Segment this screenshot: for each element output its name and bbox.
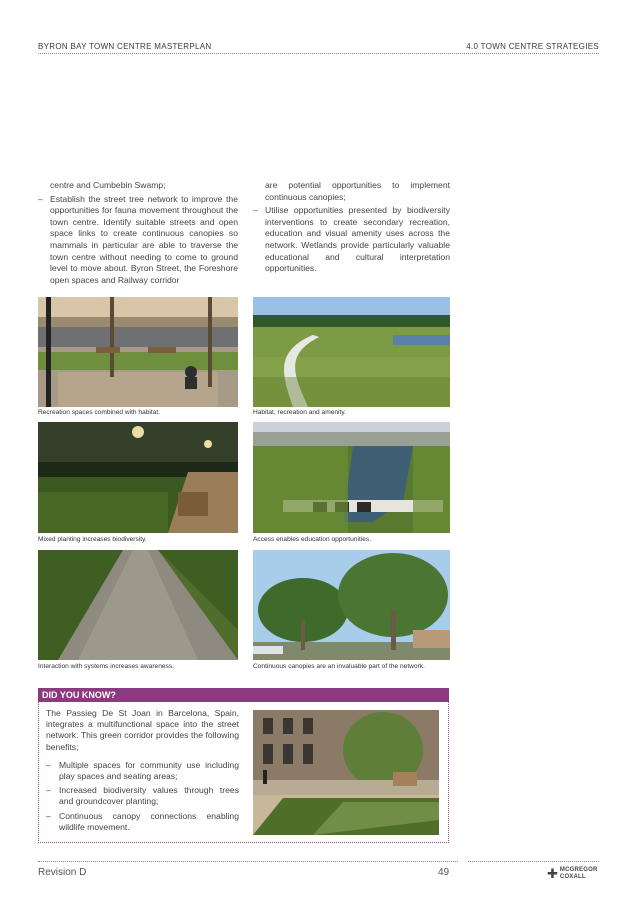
photo-mixed-planting	[38, 422, 238, 533]
revision-label: Revision D	[38, 867, 87, 878]
did-you-know-intro: The Passieg De St Joan in Barcelona, Spain, integrates a multifunctional space into the street network. This green corridor provides the following benefits;	[46, 708, 239, 752]
cross-icon: ✚	[547, 865, 558, 881]
did-you-know-title: DID YOU KNOW?	[38, 688, 449, 702]
footer-divider-logo	[468, 861, 599, 862]
mcgregor-coxall-logo	[547, 867, 598, 880]
caption-access-education: Access enables education opportunities.	[253, 536, 372, 543]
paragraph-continuation: centre and Cumbebin Swamp;	[50, 180, 166, 190]
photo-habitat-amenity	[253, 297, 450, 407]
caption-habitat-amenity: Habitat, recreation and amenity.	[253, 409, 346, 416]
logo-wordmark: MCGREGOR COXALL	[559, 867, 598, 880]
photo-passeig-de-st-joan	[253, 710, 439, 835]
document-title: BYRON BAY TOWN CENTRE MASTERPLAN	[38, 42, 212, 51]
list-item: – Continuous canopy connections enabling wildlife movement.	[46, 811, 239, 833]
caption-continuous-canopies: Continuous canopies are an invaluable part of the network.	[253, 663, 425, 670]
benefits-list	[46, 760, 239, 833]
photo-interaction-awareness	[38, 550, 238, 660]
photo-recreation-habitat	[38, 297, 238, 407]
caption-mixed-planting: Mixed planting increases biodiversity.	[38, 536, 147, 543]
bullet-street-tree-network: – Establish the street tree network to improve the opportunities for fauna movement throughout the town centre. Identify suitable streets and open space links to create continuous canopies so mammals in particular are able to traverse the town centre without needing to come to ground level to move about. Byron Street, the Foreshore open spaces and Railway corridor	[38, 194, 238, 287]
footer-divider	[38, 861, 458, 862]
page-number: 49	[438, 867, 450, 878]
text-column-right	[253, 180, 450, 277]
bullet-biodiversity-interventions: – Utilise opportunities presented by biodiversity interventions to create secondary recreation, education and visual amenity uses across the network. Wetlands provide particularly valuable educational and cultural interpretation opportunities.	[253, 205, 450, 275]
caption-recreation-habitat: Recreation spaces combined with habitat.	[38, 409, 161, 416]
header-divider	[38, 53, 599, 54]
paragraph-continuation: are potential opportunities to implement continuous canopies;	[265, 180, 450, 202]
list-item: – Multiple spaces for community use including play spaces and seating areas;	[46, 760, 239, 782]
caption-interaction-awareness: Interaction with systems increases awareness.	[38, 663, 174, 670]
text-column-left	[38, 180, 238, 288]
section-title: 4.0 TOWN CENTRE STRATEGIES	[466, 42, 599, 51]
photo-continuous-canopies	[253, 550, 450, 660]
photo-access-education	[253, 422, 450, 533]
list-item: – Increased biodiversity values through trees and groundcover planting;	[46, 785, 239, 807]
did-you-know-text	[46, 708, 239, 836]
